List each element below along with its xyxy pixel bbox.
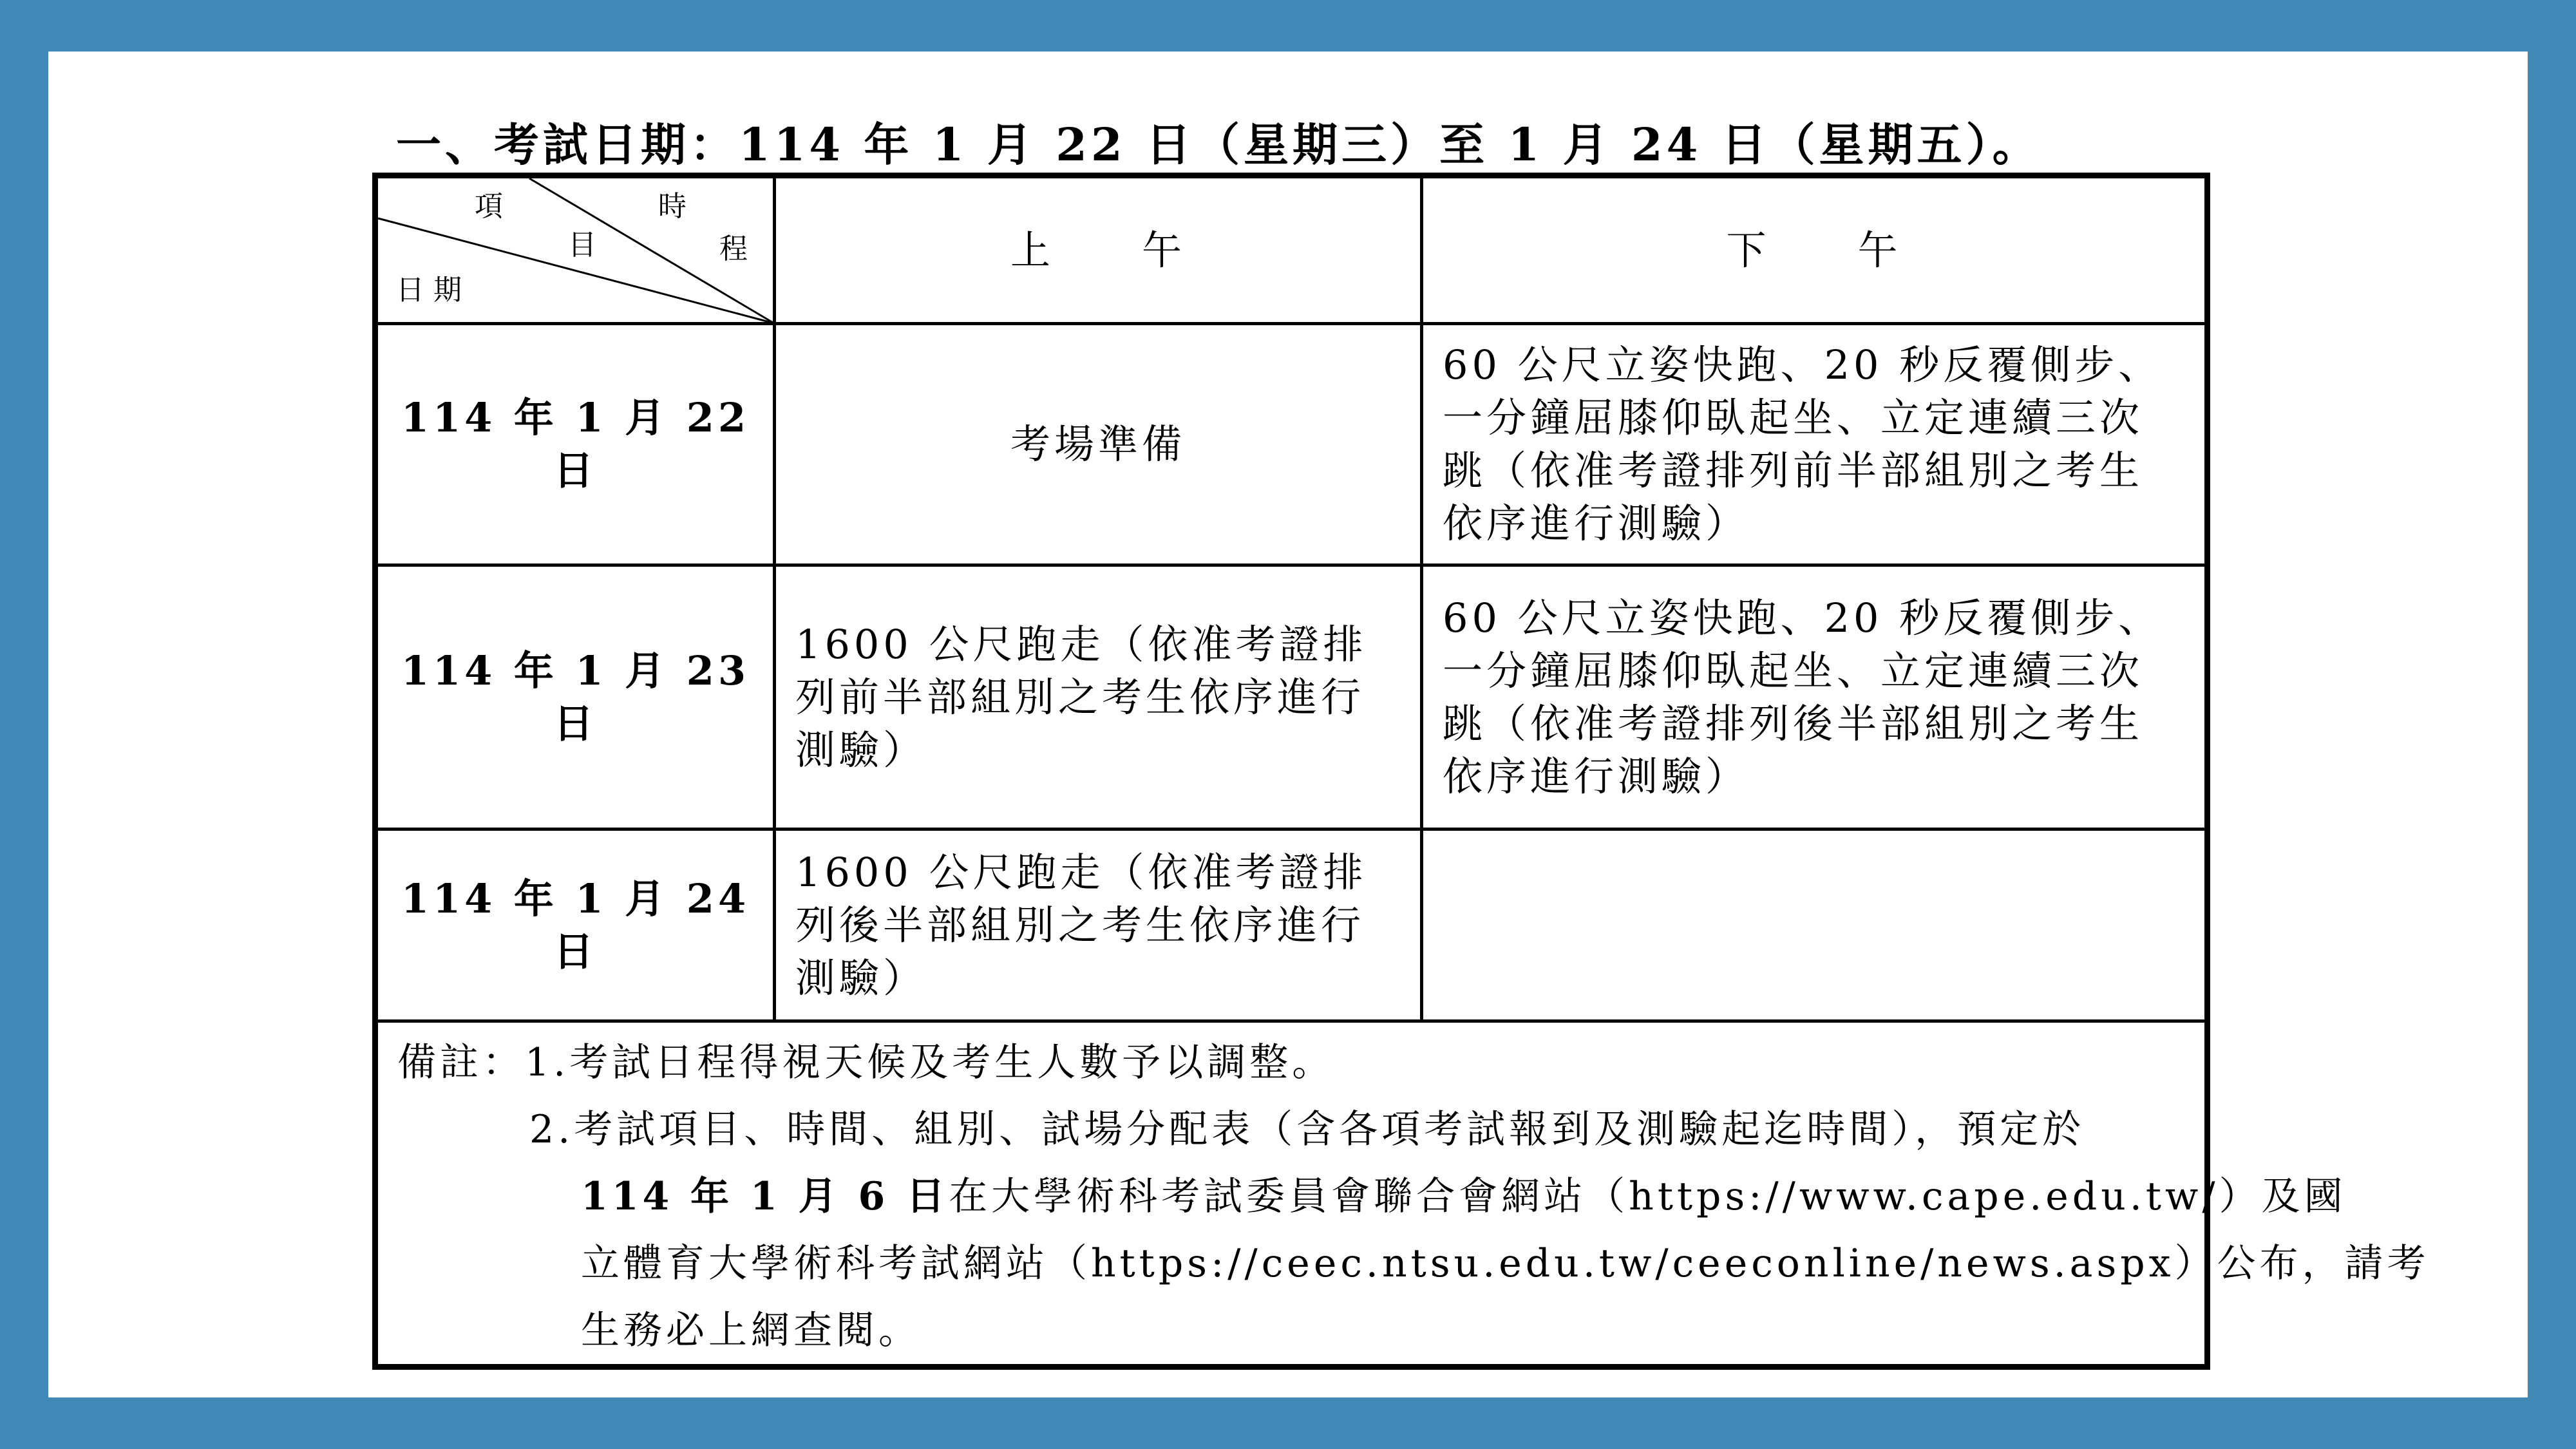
header-row	[375, 176, 2208, 324]
corner-label-mu: 目	[568, 229, 596, 261]
notes-row	[375, 1021, 2208, 1367]
corner-label-time: 時	[658, 190, 687, 223]
row-pm	[1422, 829, 2208, 1021]
exam-schedule-table	[372, 173, 2430, 1370]
note-line-3	[397, 1163, 2347, 1230]
corner-label-item: 項	[475, 190, 503, 223]
row-date: 114 年 1 月 22 日	[375, 324, 775, 565]
header-corner-cell	[375, 176, 775, 324]
corner-label-date: 日 期	[396, 274, 462, 307]
row-am: 1600 公尺跑走（依准考證排列後半部組別之考生依序進行測驗）	[775, 829, 1422, 1021]
header-am: 上 午	[775, 176, 1422, 324]
row-am: 考場準備	[775, 324, 1422, 565]
note-line-2: 2.考試項目、時間、組別、試場分配表（含各項考試報到及測驗起迄時間），預定於	[529, 1107, 2085, 1152]
notes-cell	[375, 1021, 2430, 1367]
corner-label-cheng: 程	[719, 232, 748, 265]
table-row	[375, 324, 2208, 565]
table-row	[375, 829, 2208, 1021]
table-row	[375, 565, 2208, 829]
row-date: 114 年 1 月 23 日	[375, 565, 775, 829]
document-page	[48, 52, 2528, 1397]
note-line-1: 備註：1.考試日程得視天候及考生人數予以調整。	[397, 1040, 1335, 1085]
row-am: 1600 公尺跑走（依准考證排列前半部組別之考生依序進行測驗）	[775, 565, 1422, 829]
release-date: 114 年 1 月 6 日	[581, 1174, 949, 1219]
header-pm: 下 午	[1422, 176, 2208, 324]
row-pm: 60 公尺立姿快跑、20 秒反覆側步、一分鐘屈膝仰臥起坐、立定連續三次跳（依准考證排列後半部組別之考生依序進行測驗）	[1422, 565, 2208, 829]
row-date: 114 年 1 月 24 日	[375, 829, 775, 1021]
note-line-3-text: 在大學術科考試委員會聯合會網站（https://www.cape.edu.tw/）及國	[949, 1174, 2347, 1219]
row-pm: 60 公尺立姿快跑、20 秒反覆側步、一分鐘屈膝仰臥起坐、立定連續三次跳（依准考證排列前半部組別之考生依序進行測驗）	[1422, 324, 2208, 565]
note-line-5: 生務必上網查閱。	[581, 1308, 921, 1353]
note-line-4: 立體育大學術科考試網站（https://ceec.ntsu.edu.tw/ceeconline/news.aspx）公布，請考	[581, 1241, 2430, 1286]
exam-date-heading: 一、考試日期：114 年 1 月 22 日（星期三）至 1 月 24 日（星期五）。	[396, 118, 2041, 171]
